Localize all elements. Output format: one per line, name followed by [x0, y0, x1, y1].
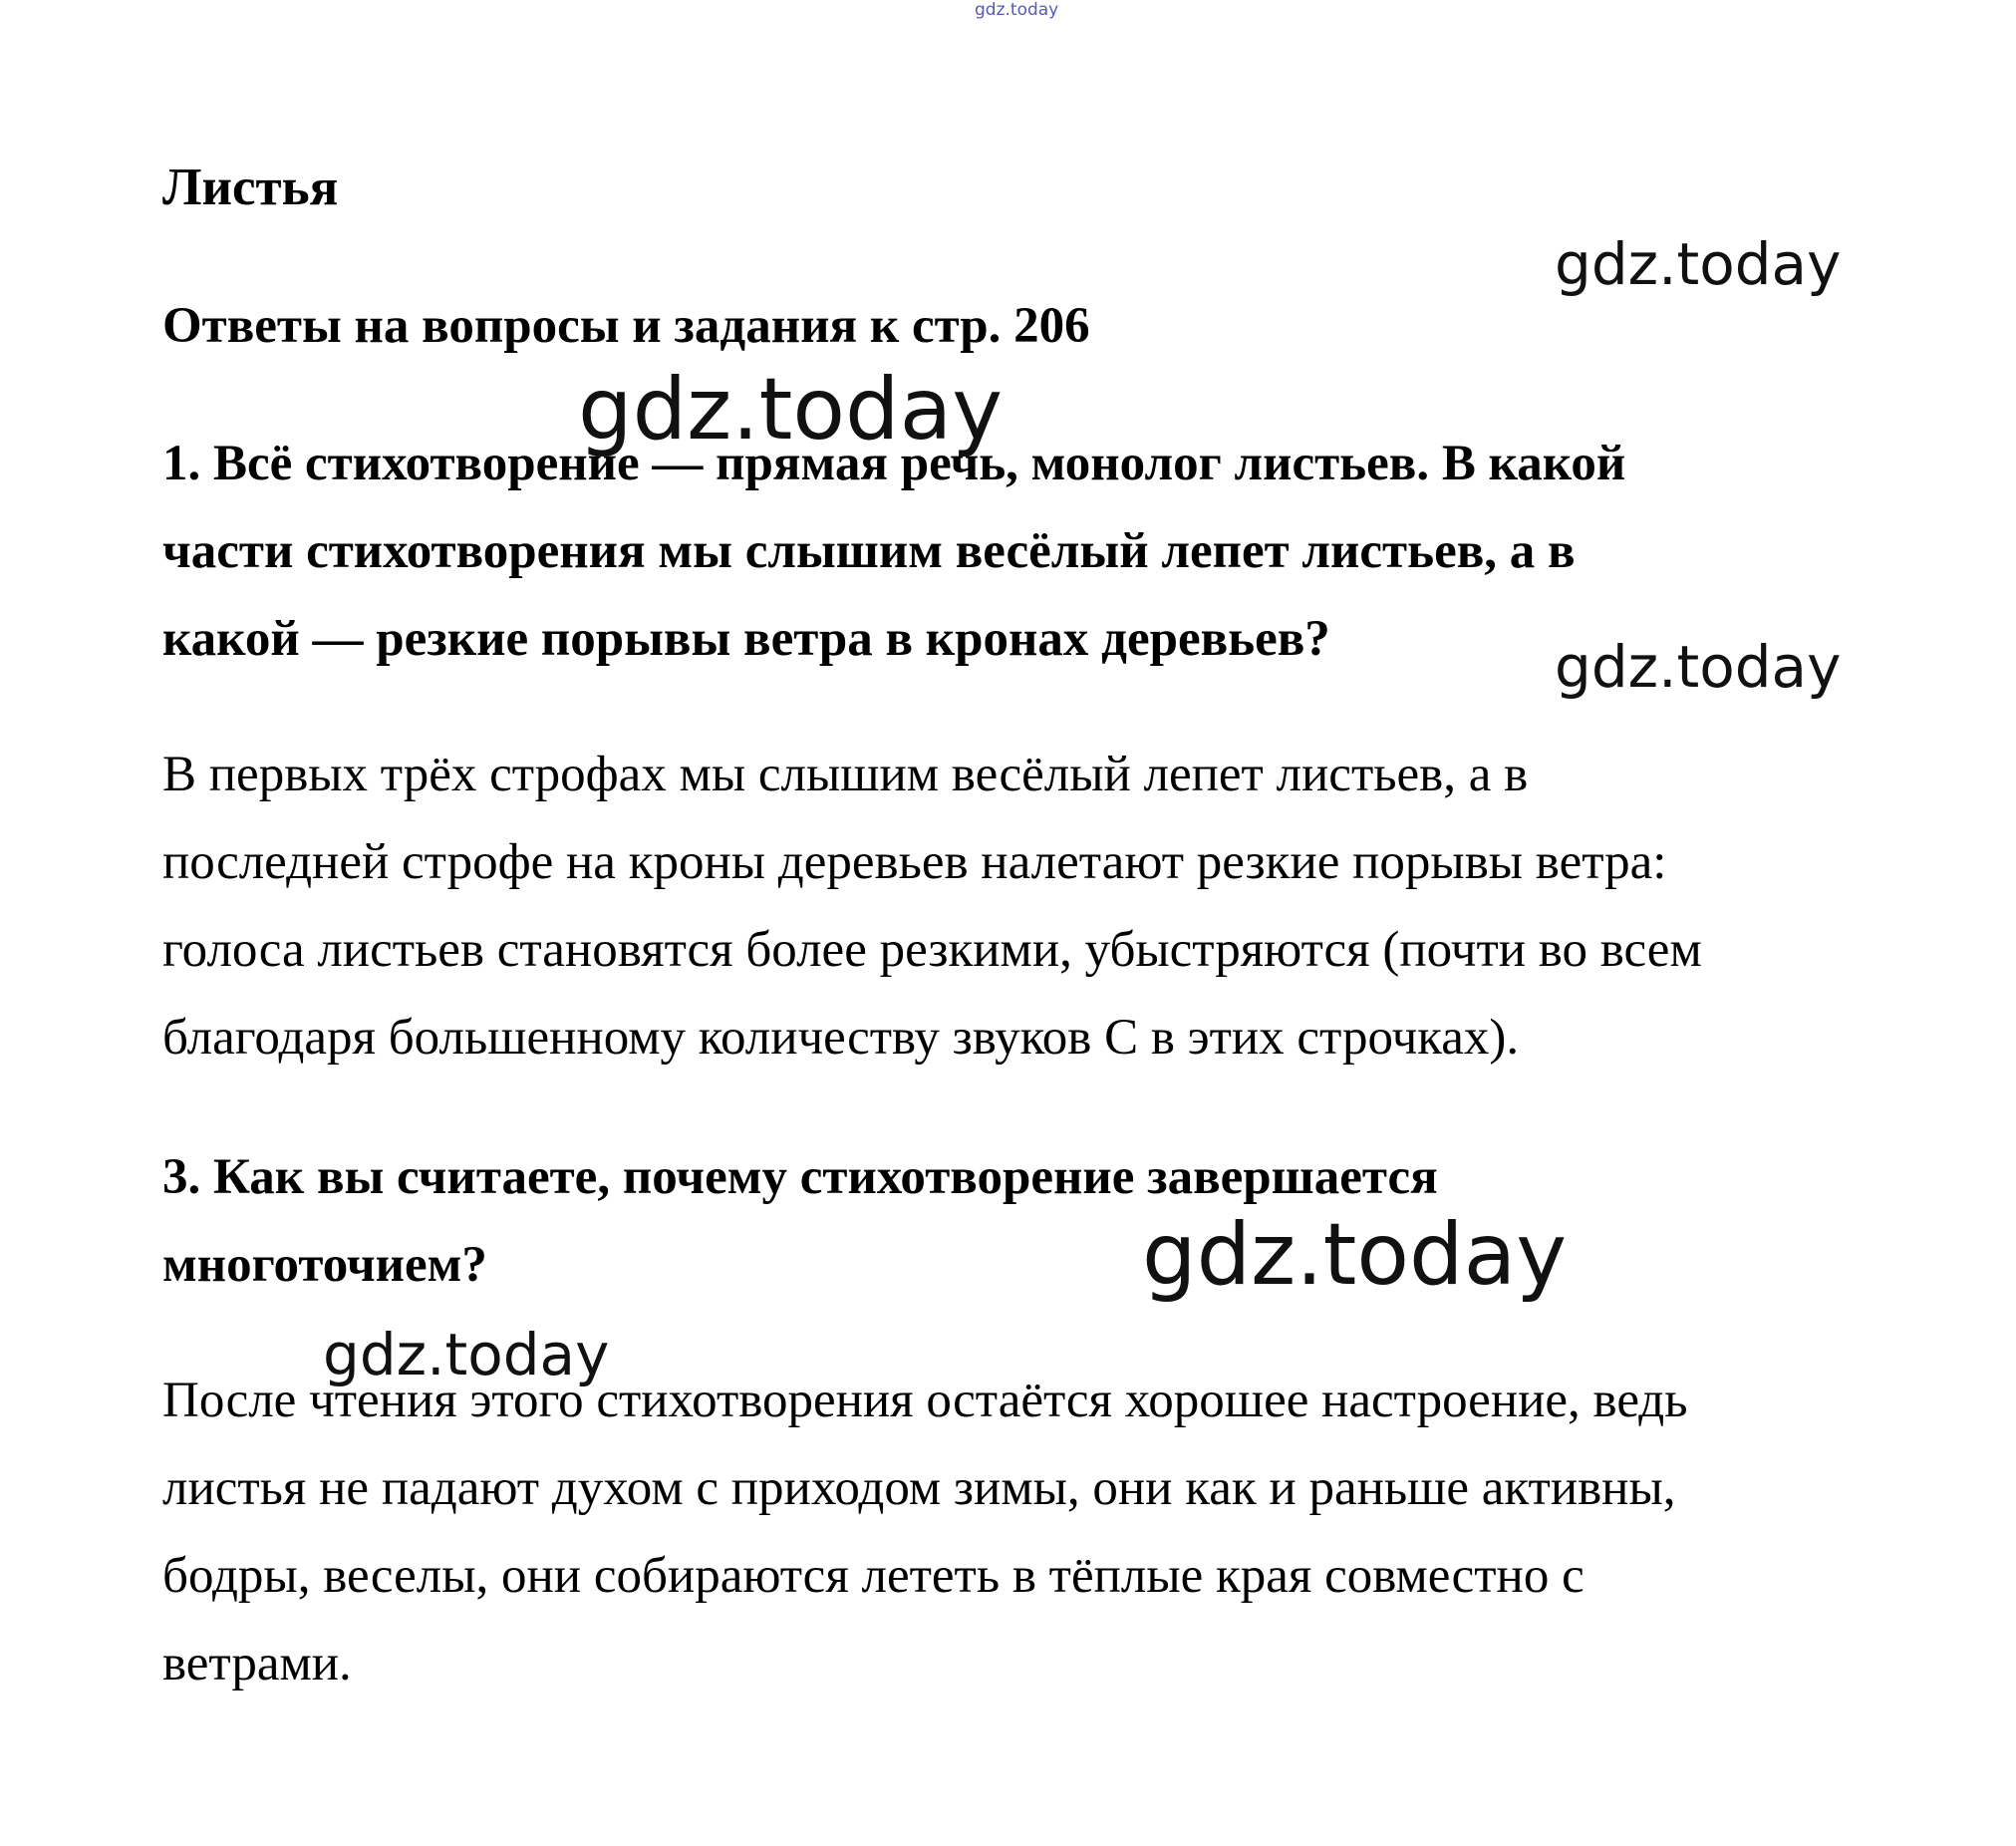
- question-1-line-1: 1. Всё стихотворение — прямая речь, монолог листьев. В какой: [162, 436, 1626, 491]
- watermark-5: gdz.today: [323, 1321, 610, 1388]
- answer-3-line-1: После чтения этого стихотворения остаётся хорошее настроение, ведь: [162, 1373, 1688, 1428]
- question-1-line-3: какой — резкие порывы ветра в кронах деревьев?: [162, 611, 1330, 667]
- watermark-1: gdz.today: [1555, 230, 1842, 298]
- watermark-2: gdz.today: [578, 360, 1004, 460]
- answer-1-line-4: благодаря большенному количеству звуков С в этих строчках).: [162, 1010, 1520, 1066]
- answer-1-line-3: голоса листьев становятся более резкими, убыстряются (почти во всем: [162, 922, 1702, 978]
- watermark-3: gdz.today: [1555, 633, 1842, 701]
- header-watermark: gdz.today: [975, 0, 1059, 20]
- watermark-4: gdz.today: [1142, 1205, 1568, 1305]
- question-3-line-2: многоточием?: [162, 1237, 487, 1293]
- answer-1-line-1: В первых трёх строфах мы слышим весёлый лепет листьев, а в: [162, 747, 1529, 802]
- answer-3-line-3: бодры, веселы, они собираются лететь в тёплые края совместно с: [162, 1548, 1584, 1604]
- answer-3-line-4: ветрами.: [162, 1636, 352, 1692]
- question-3-line-1: 3. Как вы считаете, почему стихотворение завершается: [162, 1149, 1438, 1205]
- answer-3-line-2: листья не падают духом с приходом зимы, они как и раньше активны,: [162, 1460, 1676, 1516]
- answer-1-line-2: последней строфе на кроны деревьев налетают резкие порывы ветра:: [162, 834, 1667, 890]
- page-subtitle: Ответы на вопросы и задания к стр. 206: [162, 298, 1090, 354]
- question-1-line-2: части стихотворения мы слышим весёлый лепет листьев, а в: [162, 523, 1576, 579]
- page-title: Листья: [162, 158, 339, 216]
